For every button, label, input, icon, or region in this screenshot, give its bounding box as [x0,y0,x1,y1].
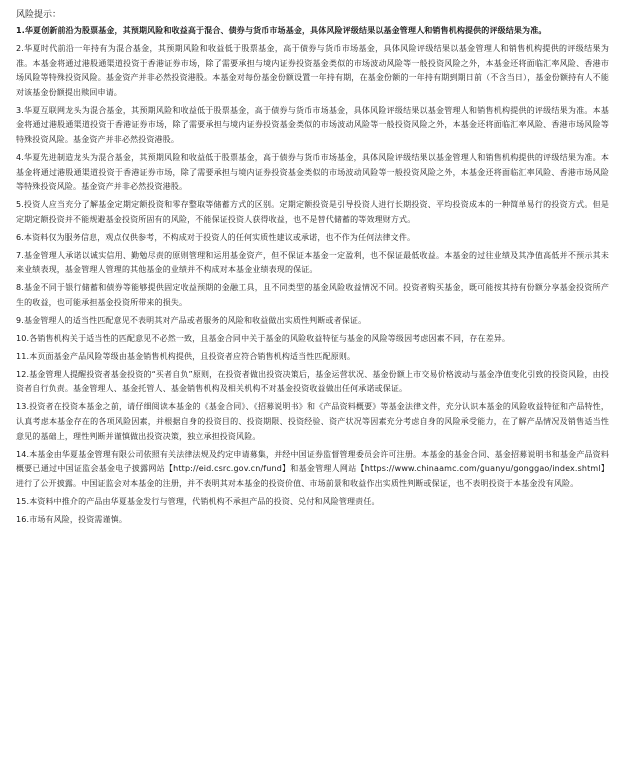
risk-item: 12.基金管理人提醒投资者基金投资的“买者自负”原则，在投资者做出投资决策后，基金运营状况、基金份额上市交易价格波动与基金净值变化引致的投资风险，由投资者自行负责。基金管理人、基金托管人、基金销售机构及相关机构不对基金投资收益做出任何承诺或保证。 [16,369,609,394]
risk-item-list [16,24,609,527]
risk-item: 1.华夏创新前沿为股票基金，其预期风险和收益高于混合、债券与货币市场基金，具体风险评级结果以基金管理人和销售机构提供的评级结果为准。 [16,26,547,35]
risk-item: 11.本页面基金产品风险等级由基金销售机构提供，且投资者应符合销售机构适当性匹配原则。 [16,351,356,361]
risk-item: 10.各销售机构关于适当性的匹配意见不必然一致，且基金合同中关于基金的风险收益特征与基金的风险等级因考虑因素不同，存在差异。 [16,333,511,343]
risk-item: 14.本基金由华夏基金管理有限公司依照有关法律法规及约定申请募集，并经中国证券监督管理委员会许可注册。本基金的基金合同、基金招募说明书和基金产品资料概要已通过中国证监会基金电子披露网站【http://eid.csrc.gov.cn/fund】和基金管理人网站【https://www.chinaamc.com/guanyu/gonggao/index.shtml】进行了公开披露。中国证监会对本基金的注册，并不表明其对本基金的投资价值、市场前景和收益作出实质性判断或保证，也不表明投资于本基金没有风险。 [16,449,609,488]
risk-item: 6.本资料仅为服务信息，观点仅供参考，不构成对于投资人的任何实质性建议或承诺，也不作为任何法律文件。 [16,232,416,242]
risk-item: 3.华夏互联网龙头为混合基金，其预期风险和收益低于股票基金，高于债券与货币市场基金，具体风险评级结果以基金管理人和销售机构提供的评级结果为准。本基金将通过港股通渠道投资于香港证券市场，除了需要承担与境内证券投资基金类似的市场波动风险等一般投资风险之外，本基金还将面临汇率风险、香港市场风险等特殊投资风险。基金资产并非必然投资港股。 [16,105,609,144]
risk-item: 2.华夏时代前沿一年持有为混合基金，其预期风险和收益低于股票基金，高于债券与货币市场基金，具体风险评级结果以基金管理人和销售机构提供的评级结果为准。本基金将通过港股通渠道投资于香港证券市场，除了需要承担与境内证券投资基金类似的市场波动风险等一般投资风险之外，本基金还将面临汇率风险、香港市场风险等特殊投资风险。基金资产并非必然投资港股。本基金对每份基金份额设置一年持有期，在基金份额的一年持有期到期日前（不含当日），基金份额持有人不能对该基金份额提出赎回申请。 [16,43,609,97]
risk-item: 16.市场有风险，投资需谨慎。 [16,514,127,524]
risk-item: 5.投资人应当充分了解基金定期定额投资和零存整取等储蓄方式的区别。定期定额投资是引导投资人进行长期投资、平均投资成本的一种简单易行的投资方式。但是定期定额投资并不能规避基金投资所固有的风险，不能保证投资人获得收益，也不是替代储蓄的等效理财方式。 [16,200,609,224]
risk-item: 4.华夏先进制造龙头为混合基金，其预期风险和收益低于股票基金，高于债券与货币市场基金，具体风险评级结果以基金管理人和销售机构提供的评级结果为准。本基金将通过港股通渠道投资于香港证券市场，除了需要承担与境内证券投资基金类似的市场波动风险等一般投资风险之外，本基金还将面临汇率风险、香港市场风险等特殊投资风险。基金资产并非必然投资港股。 [16,152,609,192]
risk-item: 8.基金不同于银行储蓄和债券等能够提供固定收益预期的金融工具，且不同类型的基金风险收益情况不同。投资者购买基金，既可能按其持有份额分享基金投资所产生的收益，也可能承担基金投资所带来的损失。 [16,283,609,307]
risk-item: 9.基金管理人的适当性匹配意见不表明其对产品或者服务的风险和收益做出实质性判断或者保证。 [16,315,367,325]
risk-item: 7.基金管理人承诺以诚实信用、勤勉尽责的原则管理和运用基金资产，但不保证本基金一定盈利，也不保证最低收益。本基金的过往业绩及其净值高低并不预示其未来业绩表现，基金管理人管理的其他基金的业绩并不构成对本基金业绩表现的保证。 [16,250,609,275]
risk-item: 15.本资料中推介的产品由华夏基金发行与管理，代销机构不承担产品的投资、兑付和风险管理责任。 [16,496,380,506]
document-heading: 风险提示： [16,10,62,20]
risk-item: 13.投资者在投资本基金之前，请仔细阅读本基金的《基金合同》、《招募说明书》和《产品资料概要》等基金法律文件，充分认识本基金的风险收益特征和产品特性，认真考虑本基金存在的各项风险因素，并根据自身的投资目的、投资期限、投资经验、资产状况等因素充分考虑自身的风险承受能力，在了解产品情况及销售适当性意见的基础上，理性判断并谨慎做出投资决策，独立承担投资风险。 [16,402,609,441]
